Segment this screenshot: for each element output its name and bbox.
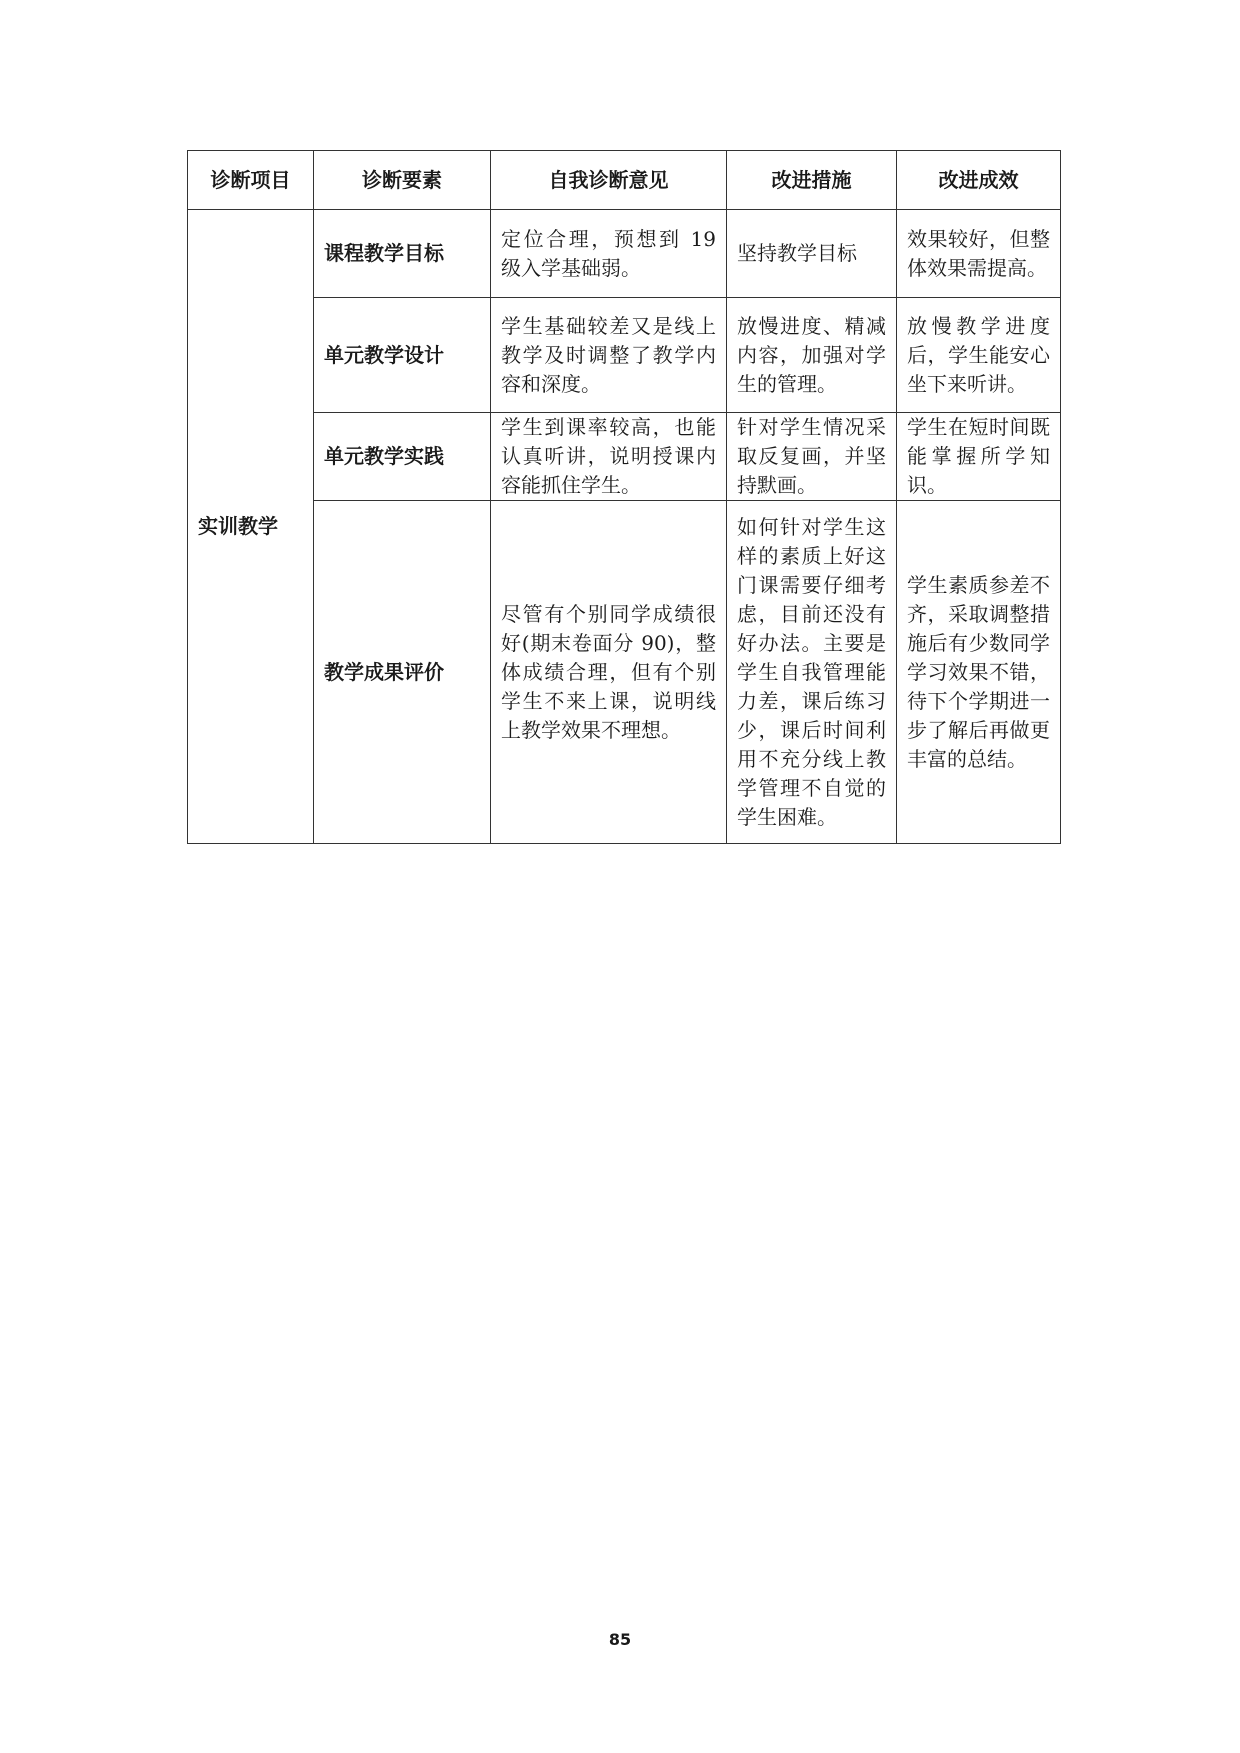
measure-cell: 放慢进度、精减内容，加强对学生的管理。: [727, 298, 897, 413]
element-cell: 课程教学目标: [314, 210, 491, 298]
element-cell: 教学成果评价: [314, 501, 491, 844]
table-row: [188, 210, 1061, 298]
header-diagnosis-item: 诊断项目: [188, 151, 314, 210]
table-row: [188, 413, 1061, 501]
effect-cell: 学生素质参差不齐，采取调整措施后有少数同学学习效果不错，待下个学期进一步了解后再做更丰富的总结。: [897, 501, 1061, 844]
header-improvement-measure: 改进措施: [727, 151, 897, 210]
opinion-cell: 定位合理，预想到 19 级入学基础弱。: [491, 210, 727, 298]
effect-cell: 放慢教学进度后，学生能安心坐下来听讲。: [897, 298, 1061, 413]
page-number: 85: [608, 1630, 632, 1649]
header-improvement-effect: 改进成效: [897, 151, 1061, 210]
measure-cell: 坚持教学目标: [727, 210, 897, 298]
header-diagnosis-element: 诊断要素: [314, 151, 491, 210]
opinion-cell: 尽管有个别同学成绩很好(期末卷面分 90)，整体成绩合理，但有个别学生不来上课，说明线上教学效果不理想。: [491, 501, 727, 844]
measure-cell: 如何针对学生这样的素质上好这门课需要仔细考虑，目前还没有好办法。主要是学生自我管理能力差，课后练习少，课后时间利用不充分线上教学管理不自觉的学生困难。: [727, 501, 897, 844]
opinion-cell: 学生到课率较高，也能认真听讲，说明授课内容能抓住学生。: [491, 413, 727, 501]
diagnosis-item-cell: 实训教学: [188, 210, 314, 844]
element-cell: 单元教学设计: [314, 298, 491, 413]
header-self-diagnosis: 自我诊断意见: [491, 151, 727, 210]
diagnosis-table: [187, 150, 1061, 844]
effect-cell: 效果较好，但整体效果需提高。: [897, 210, 1061, 298]
opinion-cell: 学生基础较差又是线上教学及时调整了教学内容和深度。: [491, 298, 727, 413]
table-row: [188, 501, 1061, 844]
effect-cell: 学生在短时间既能掌握所学知识。: [897, 413, 1061, 501]
measure-cell: 针对学生情况采取反复画，并坚持默画。: [727, 413, 897, 501]
table-row: [188, 298, 1061, 413]
table-header-row: [188, 151, 1061, 210]
element-cell: 单元教学实践: [314, 413, 491, 501]
